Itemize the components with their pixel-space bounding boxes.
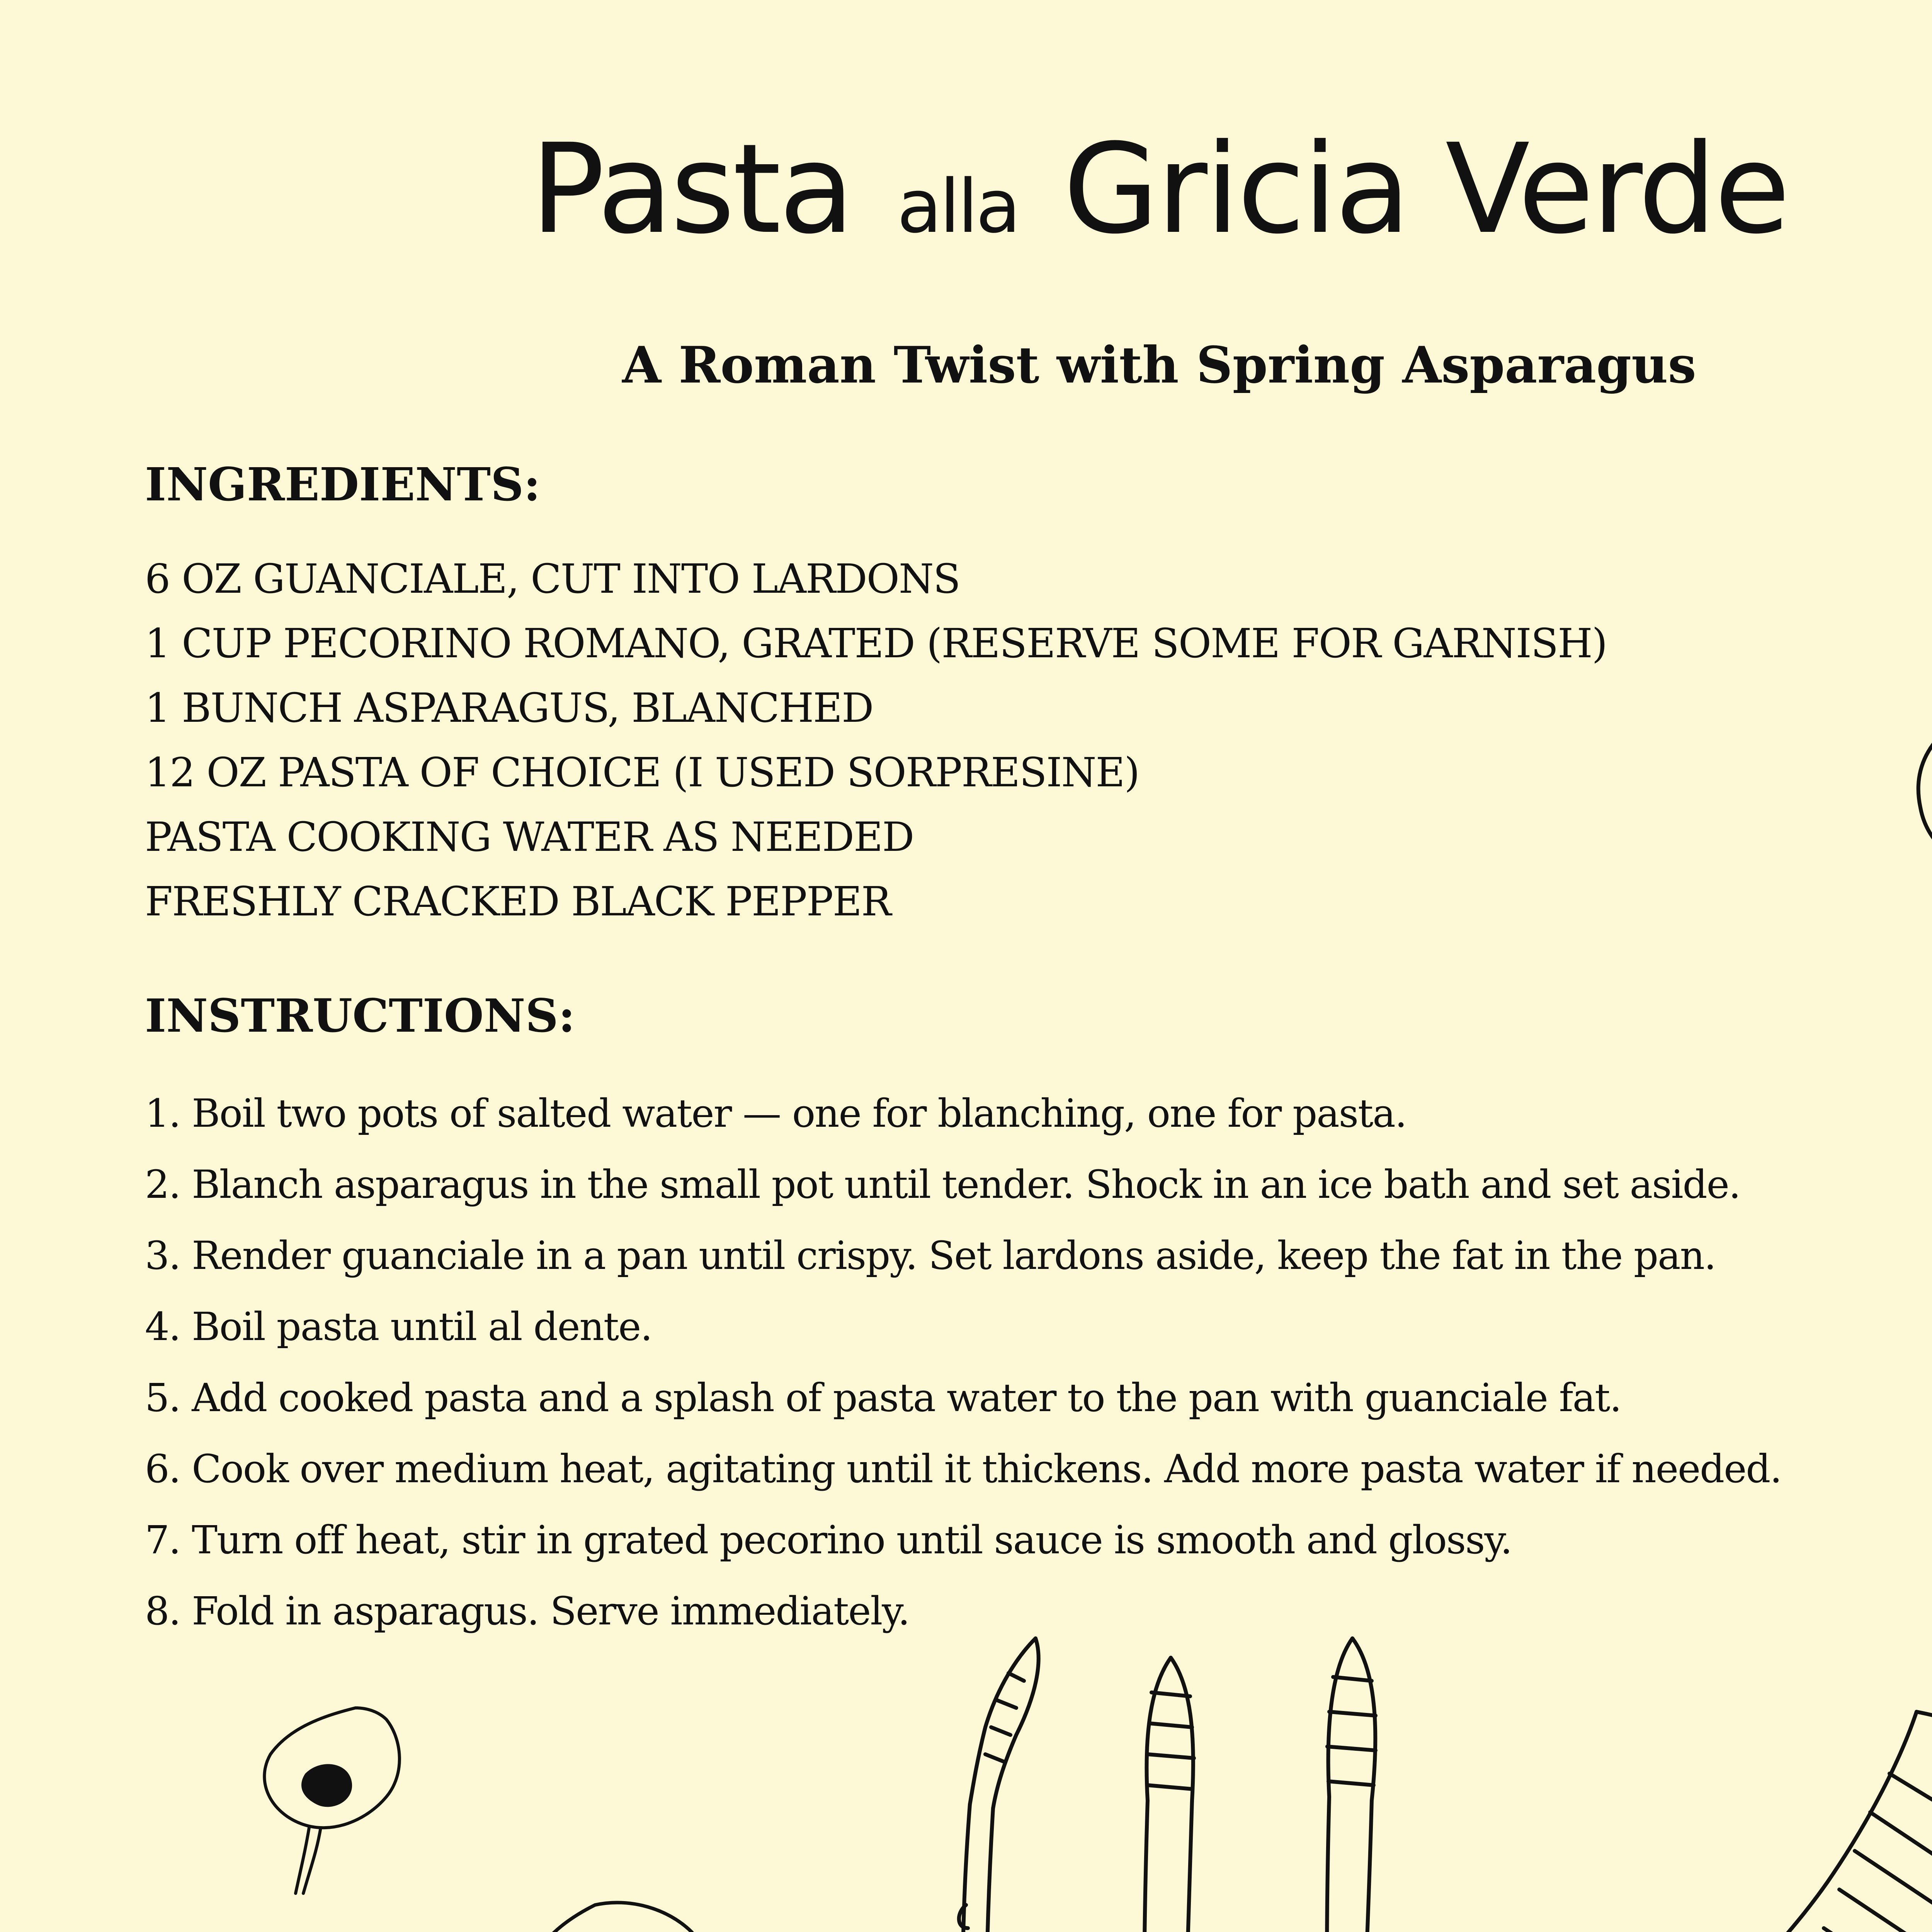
sorpresine-icon xyxy=(1874,668,1932,1016)
sorpresine-icon xyxy=(514,1897,730,1932)
title-word-gricia: Gricia xyxy=(1063,117,1408,261)
recipe-subtitle: A Roman Twist with Spring Asparagus xyxy=(622,335,1696,395)
ingredient-item: PASTA COOKING WATER AS NEEDED xyxy=(145,813,914,861)
rigatoni-icon xyxy=(1762,1704,1932,1932)
instruction-step: 4. Boil pasta until al dente. xyxy=(145,1304,652,1349)
recipe-title xyxy=(0,117,1932,261)
asparagus-icon xyxy=(920,1634,1074,1932)
asparagus-icon xyxy=(1287,1634,1410,1932)
ingredient-item: FRESHLY CRACKED BLACK PEPPER xyxy=(145,878,891,925)
ingredient-item: 12 OZ PASTA OF CHOICE (I USED SORPRESINE) xyxy=(145,749,1139,796)
title-word-verde: Verde xyxy=(1445,117,1788,261)
instruction-step: 7. Turn off heat, stir in grated pecorino until sauce is smooth and glossy. xyxy=(145,1517,1512,1563)
instruction-step: 2. Blanch asparagus in the small pot until tender. Shock in an ice bath and set aside. xyxy=(145,1162,1740,1207)
title-word-pasta: Pasta xyxy=(530,117,852,261)
ingredients-list xyxy=(145,547,1607,934)
ingredients-heading: INGREDIENTS: xyxy=(145,457,541,511)
instructions-heading: INSTRUCTIONS: xyxy=(145,989,575,1043)
instruction-step: 5. Add cooked pasta and a splash of pasta water to the pan with guanciale fat. xyxy=(145,1375,1621,1420)
sorpresine-icon xyxy=(255,1704,417,1897)
ingredient-item: 1 CUP PECORINO ROMANO, GRATED (RESERVE SOME FOR GARNISH) xyxy=(145,620,1607,667)
ingredient-item: 6 OZ GUANCIALE, CUT INTO LARDONS xyxy=(145,555,960,602)
asparagus-icon xyxy=(1113,1654,1229,1932)
title-word-alla: alla xyxy=(897,164,1019,249)
instruction-step: 3. Render guanciale in a pan until crispy. Set lardons aside, keep the fat in the pan. xyxy=(145,1233,1716,1278)
instruction-step: 1. Boil two pots of salted water — one for blanching, one for pasta. xyxy=(145,1091,1406,1136)
instruction-step: 8. Fold in asparagus. Serve immediately. xyxy=(145,1588,910,1634)
instruction-step: 6. Cook over medium heat, agitating until it thickens. Add more pasta water if needed. xyxy=(145,1446,1782,1492)
ingredient-item: 1 BUNCH ASPARAGUS, BLANCHED xyxy=(145,684,873,731)
instructions-list xyxy=(145,1078,1781,1647)
